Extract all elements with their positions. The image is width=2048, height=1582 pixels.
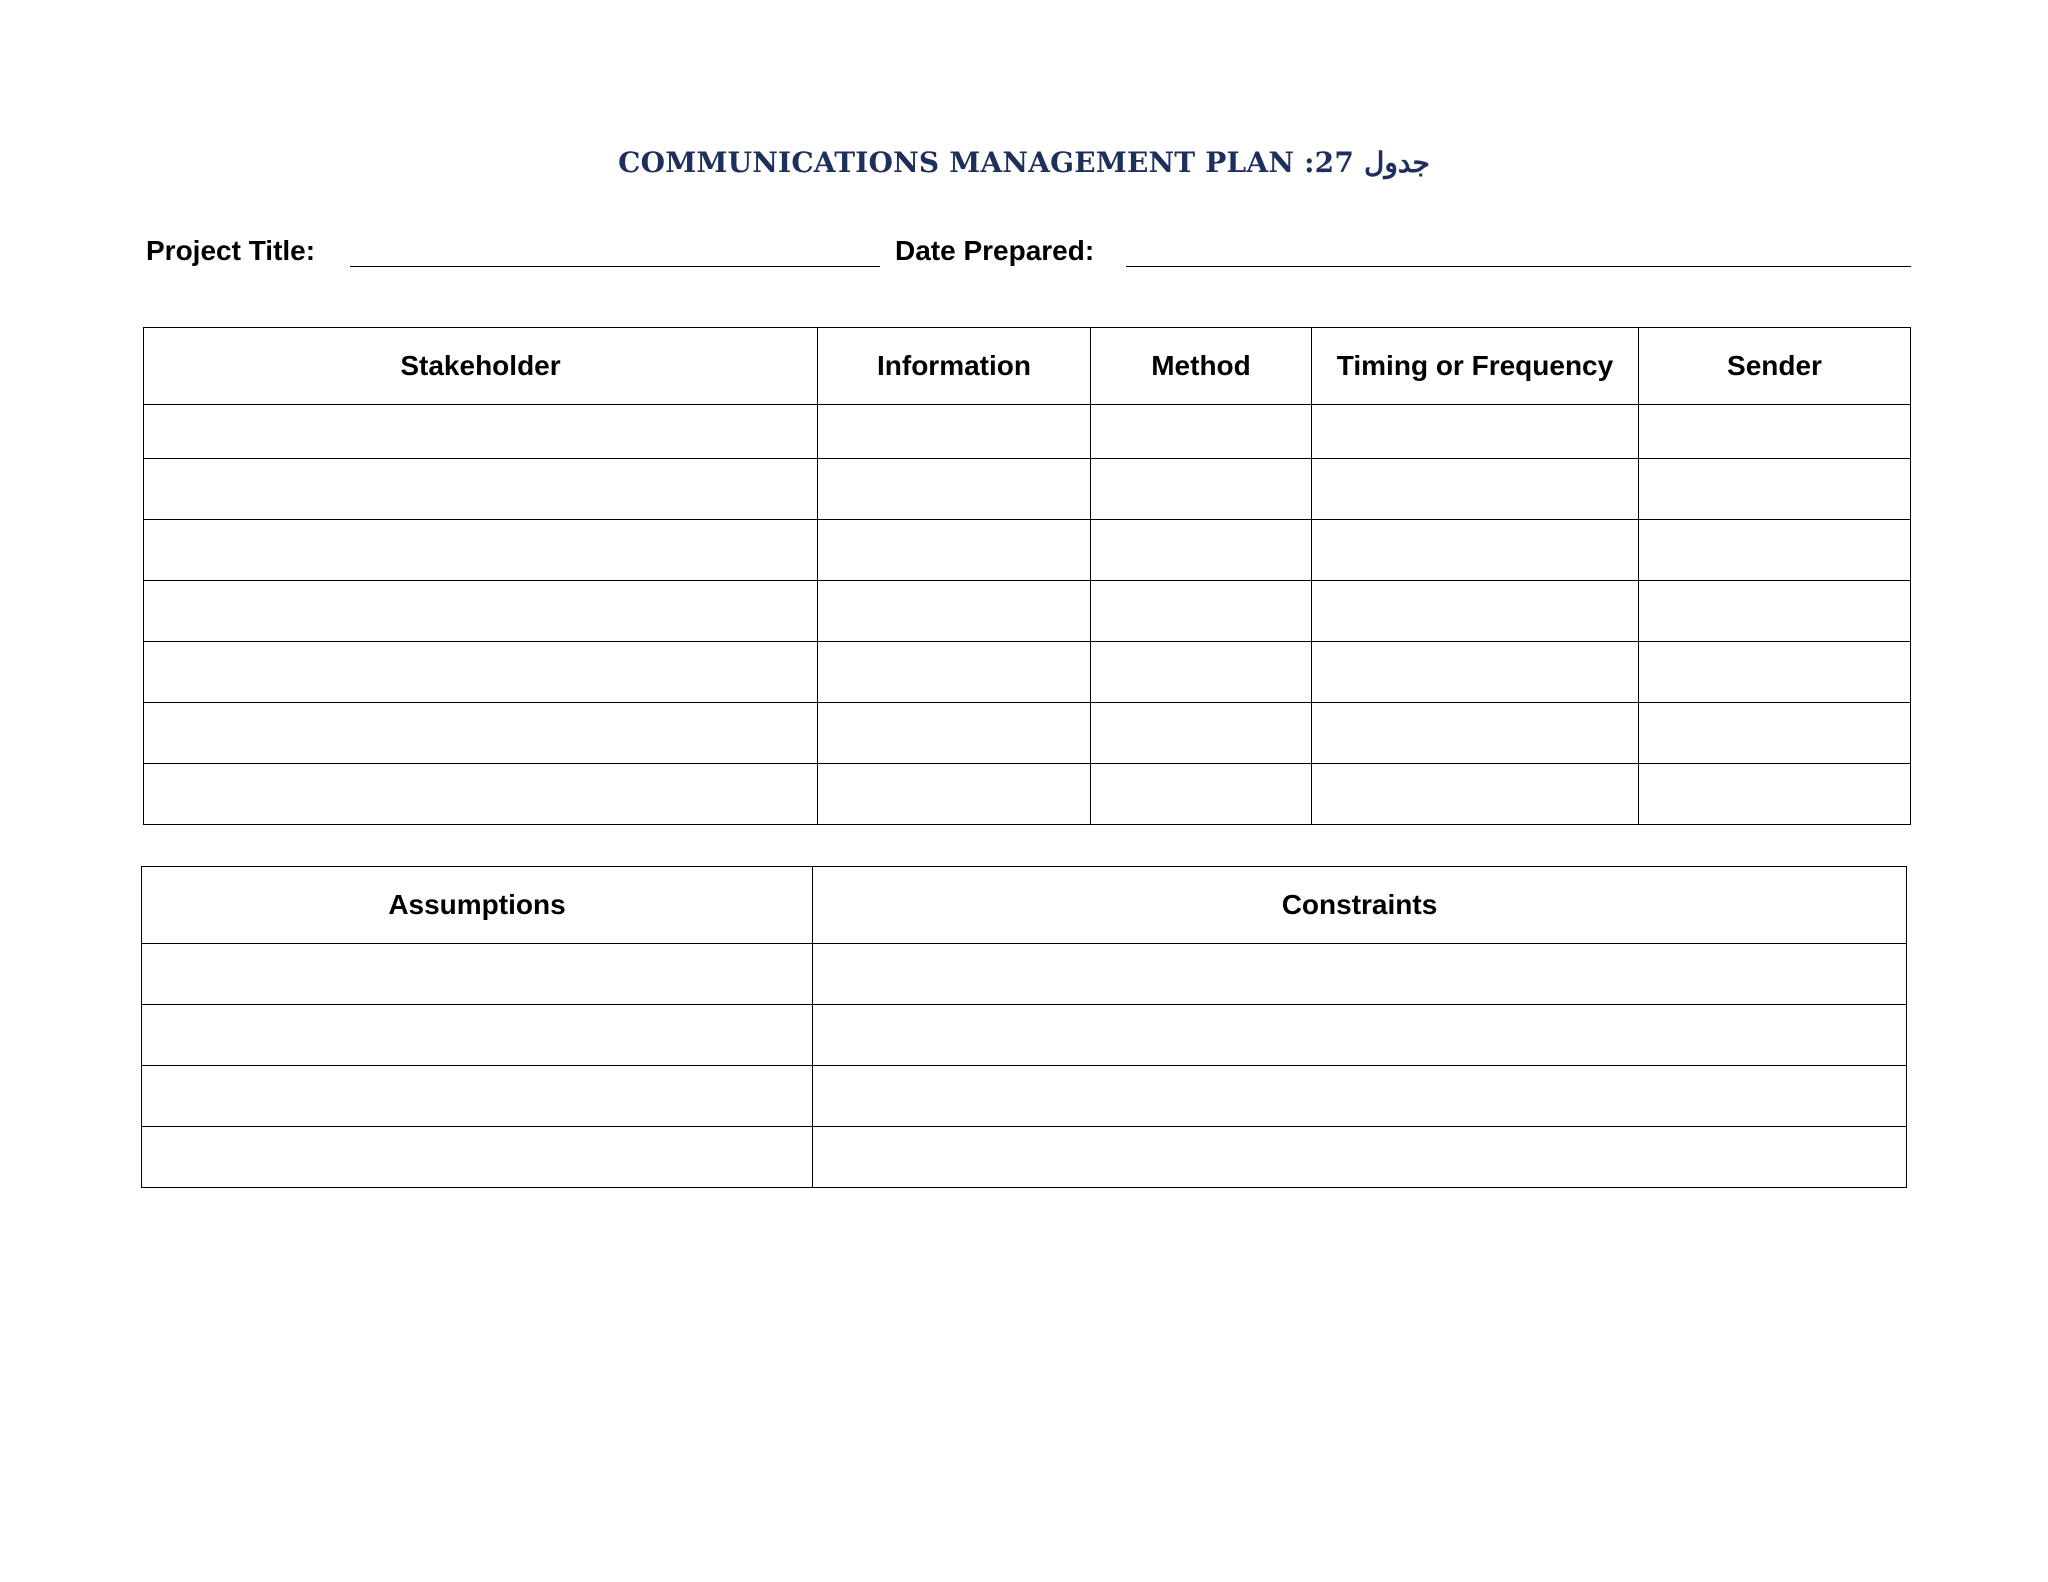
table-row bbox=[144, 520, 1911, 581]
communications-table-cell[interactable] bbox=[1639, 405, 1911, 459]
communications-table-cell[interactable] bbox=[144, 581, 818, 642]
table-row bbox=[144, 581, 1911, 642]
header-assumptions: Assumptions bbox=[142, 867, 813, 944]
table-row bbox=[142, 1005, 1907, 1066]
header-constraints: Constraints bbox=[813, 867, 1907, 944]
communications-table bbox=[143, 327, 1911, 825]
project-title-label: Project Title: bbox=[146, 235, 316, 266]
communications-table-cell[interactable] bbox=[1312, 642, 1639, 703]
communications-table-cell[interactable] bbox=[1312, 405, 1639, 459]
communications-table-cell[interactable] bbox=[1091, 764, 1312, 825]
communications-table-cell[interactable] bbox=[818, 642, 1091, 703]
table-row bbox=[142, 944, 1907, 1005]
table-header-row bbox=[142, 867, 1907, 944]
table-row bbox=[144, 405, 1911, 459]
communications-table-cell[interactable] bbox=[1639, 581, 1911, 642]
communications-table-cell[interactable] bbox=[1312, 459, 1639, 520]
communications-table-cell[interactable] bbox=[1312, 703, 1639, 764]
table-row bbox=[144, 764, 1911, 825]
project-title-field[interactable] bbox=[350, 266, 880, 267]
header-stakeholder: Stakeholder bbox=[144, 328, 818, 405]
communications-table-cell[interactable] bbox=[144, 405, 818, 459]
communications-table-cell[interactable] bbox=[818, 405, 1091, 459]
table-row bbox=[144, 642, 1911, 703]
assumptions-table-cell[interactable] bbox=[142, 1066, 813, 1127]
assumptions-table-cell[interactable] bbox=[142, 944, 813, 1005]
header-timing: Timing or Frequency bbox=[1312, 328, 1639, 405]
communications-table-cell[interactable] bbox=[144, 520, 818, 581]
communications-table-cell[interactable] bbox=[1091, 703, 1312, 764]
communications-table-cell[interactable] bbox=[1091, 520, 1312, 581]
title-arabic: جدول bbox=[1363, 146, 1430, 179]
communications-table-cell[interactable] bbox=[1091, 405, 1312, 459]
assumptions-table-cell[interactable] bbox=[142, 1127, 813, 1188]
table-row bbox=[144, 459, 1911, 520]
assumptions-constraints-table bbox=[141, 866, 1907, 1188]
communications-table-cell[interactable] bbox=[1312, 520, 1639, 581]
title-number: 27 bbox=[1314, 146, 1355, 179]
communications-table-cell[interactable] bbox=[1312, 764, 1639, 825]
header-method: Method bbox=[1091, 328, 1312, 405]
title-text: COMMUNICATIONS MANAGEMENT PLAN : bbox=[618, 146, 1315, 179]
communications-table-cell[interactable] bbox=[1639, 459, 1911, 520]
header-sender: Sender bbox=[1639, 328, 1911, 405]
communications-table-cell[interactable] bbox=[818, 764, 1091, 825]
page-title bbox=[0, 146, 2048, 179]
table-header-row bbox=[144, 328, 1911, 405]
assumptions-table-cell[interactable] bbox=[142, 1005, 813, 1066]
communications-table-cell[interactable] bbox=[1639, 703, 1911, 764]
communications-table-cell[interactable] bbox=[818, 581, 1091, 642]
table-row bbox=[144, 703, 1911, 764]
communications-table-cell[interactable] bbox=[818, 459, 1091, 520]
table-row bbox=[142, 1066, 1907, 1127]
communications-table-cell[interactable] bbox=[1639, 764, 1911, 825]
assumptions-table-cell[interactable] bbox=[813, 1127, 1907, 1188]
communications-table-cell[interactable] bbox=[144, 703, 818, 764]
communications-table-cell[interactable] bbox=[144, 642, 818, 703]
date-prepared-field[interactable] bbox=[1126, 266, 1911, 267]
table-row bbox=[142, 1127, 1907, 1188]
communications-table-cell[interactable] bbox=[1639, 520, 1911, 581]
date-prepared-label: Date Prepared: bbox=[895, 235, 1095, 266]
communications-table-cell[interactable] bbox=[818, 520, 1091, 581]
header-information: Information bbox=[818, 328, 1091, 405]
communications-table-cell[interactable] bbox=[1091, 581, 1312, 642]
assumptions-table-cell[interactable] bbox=[813, 1066, 1907, 1127]
communications-table-cell[interactable] bbox=[1639, 642, 1911, 703]
communications-table-cell[interactable] bbox=[1312, 581, 1639, 642]
communications-table-cell[interactable] bbox=[818, 703, 1091, 764]
communications-table-cell[interactable] bbox=[1091, 642, 1312, 703]
communications-table-cell[interactable] bbox=[1091, 459, 1312, 520]
communications-table-cell[interactable] bbox=[144, 459, 818, 520]
assumptions-table-cell[interactable] bbox=[813, 1005, 1907, 1066]
communications-table-cell[interactable] bbox=[144, 764, 818, 825]
assumptions-table-cell[interactable] bbox=[813, 944, 1907, 1005]
